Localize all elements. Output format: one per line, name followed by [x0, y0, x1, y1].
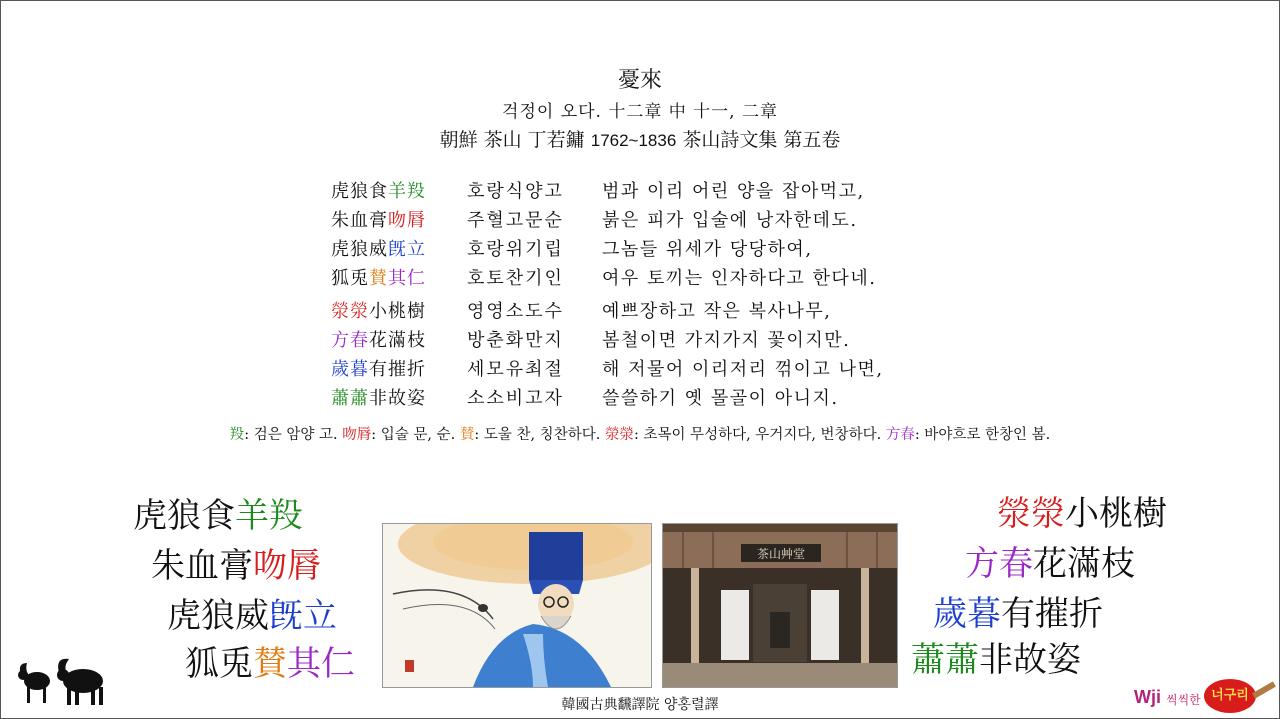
korean-translation: 그놈들 위세가 당당하여, — [602, 239, 813, 260]
korean-translation: 쓸쓸하기 옛 몰골이 아니지. — [602, 388, 839, 409]
hanja-segment: 歲暮 — [331, 359, 369, 380]
portrait-painting — [382, 523, 652, 688]
brand-logo — [1134, 673, 1278, 717]
hanja-segment: 滎滎 — [331, 301, 369, 322]
hall-photo — [662, 523, 898, 688]
big-line-right — [997, 494, 1167, 534]
note-segment: : 도울 찬, 칭찬하다. — [474, 427, 605, 443]
poem-line — [331, 297, 884, 326]
hanja-segment: 吻脣 — [388, 210, 426, 231]
hangul-reading: 소소비고자 — [467, 388, 564, 409]
hangul-reading: 방춘화만지 — [467, 330, 564, 351]
big-hanja-segment: 虎狼食 — [133, 496, 235, 536]
poem-line — [331, 235, 876, 264]
note-segment: 方春 — [885, 427, 915, 443]
poem-line — [331, 384, 884, 413]
note-segment: 滎滎 — [604, 427, 634, 443]
hanja-segment: 花滿枝 — [369, 330, 426, 351]
author-line — [1, 125, 1279, 152]
logo-script: 씩씩한 — [1166, 693, 1201, 707]
hanja-segment: 狐兎 — [331, 268, 369, 289]
poem-stanza-1 — [331, 177, 876, 293]
poem-subtitle: 걱정이 오다. 十二章 中 十一, 二章 — [502, 102, 778, 122]
poem-line — [331, 355, 884, 384]
vocabulary-notes — [1, 423, 1279, 444]
big-line-left — [133, 496, 303, 536]
note-segment: : 검은 암양 고. — [244, 427, 343, 443]
hanja-segment: 方春 — [331, 330, 369, 351]
note-segment: : 바야흐로 한창인 봄. — [914, 427, 1051, 443]
big-line-left — [185, 644, 355, 684]
big-hanja-segment: 滎滎 — [997, 494, 1065, 534]
korean-translation: 봄철이면 가지가지 꽃이지만. — [602, 330, 851, 351]
korean-translation: 범과 이리 어린 양을 잡아먹고, — [602, 181, 865, 202]
hanja-verse — [331, 264, 467, 293]
big-line-left — [151, 546, 321, 586]
poem-title: 憂來 — [617, 68, 662, 93]
hanja-verse — [331, 235, 467, 264]
hanja-segment: 賛 — [369, 268, 388, 289]
big-hanja-segment: 虎狼威 — [167, 596, 269, 636]
big-hanja-segment: 羊羖 — [235, 496, 303, 536]
hangul-reading: 호랑위기립 — [467, 239, 564, 260]
goats-icon — [15, 651, 119, 707]
portrait-illustration — [383, 524, 651, 687]
hanja-segment: 羊羖 — [388, 181, 426, 202]
big-line-right — [933, 594, 1103, 634]
note-segment: : 입술 문, 순. — [371, 427, 460, 443]
hanja-segment: 蕭蕭 — [331, 388, 369, 409]
big-hanja-segment: 蕭蕭 — [911, 640, 979, 680]
author-collection: 茶山詩文集 第五卷 — [682, 129, 841, 151]
hanja-segment: 其仁 — [388, 268, 426, 289]
poem-line — [331, 206, 876, 235]
hanja-segment: 非故姿 — [369, 388, 426, 409]
hangul-reading: 호토찬기인 — [467, 268, 564, 289]
big-line-right — [911, 640, 1081, 680]
hangul-reading: 호랑식양고 — [467, 181, 564, 202]
poem-line — [331, 264, 876, 293]
author-years: 1762~1836 — [590, 131, 677, 150]
hanja-segment: 虎狼食 — [331, 181, 388, 202]
hall-signboard-text: 茶山艸堂 — [756, 547, 806, 561]
hangul-reading: 영영소도수 — [467, 301, 564, 322]
author-name: 朝鮮 茶山 丁若鏞 — [439, 129, 585, 151]
poem-line — [331, 326, 884, 355]
logo-prefix: Wji — [1134, 687, 1161, 707]
poem-stanza-2 — [331, 297, 884, 413]
big-line-left — [167, 596, 337, 636]
note-segment: 賛 — [459, 427, 475, 443]
big-hanja-segment: 有摧折 — [1001, 594, 1103, 634]
poem-line — [331, 177, 876, 206]
hanja-segment: 小桃樹 — [369, 301, 426, 322]
big-line-right — [965, 544, 1135, 584]
hangul-reading: 세모유최절 — [467, 359, 564, 380]
paddle-icon — [1252, 681, 1276, 698]
big-hanja-segment: 花滿枝 — [1033, 544, 1135, 584]
big-hanja-segment: 朱血膏 — [151, 546, 253, 586]
big-hanja-segment: 吻脣 — [253, 546, 321, 586]
note-segment: : 초목이 무성하다, 우거지다, 번창하다. — [633, 427, 886, 443]
korean-translation: 해 저물어 이리저리 꺾이고 나면, — [602, 359, 884, 380]
hanja-verse — [331, 297, 467, 326]
big-hanja-segment: 非故姿 — [979, 640, 1081, 680]
logo-badge: 너구리 — [1204, 679, 1256, 713]
korean-translation: 예쁘장하고 작은 복사나무, — [602, 301, 832, 322]
hangul-reading: 주혈고문순 — [467, 210, 564, 231]
big-hanja-segment: 小桃樹 — [1065, 494, 1167, 534]
korean-translation: 붉은 피가 입술에 낭자한데도. — [602, 210, 858, 231]
hanja-verse — [331, 206, 467, 235]
note-segment: 吻脣 — [342, 427, 372, 443]
big-hanja-segment: 賛 — [253, 644, 287, 684]
big-hanja-segment: 方春 — [965, 544, 1033, 584]
hanja-verse — [331, 384, 467, 413]
hanja-segment: 朱血膏 — [331, 210, 388, 231]
korean-translation: 여우 토끼는 인자하다고 한다네. — [602, 268, 877, 289]
hall-illustration — [663, 524, 897, 687]
big-hanja-segment: 旣立 — [269, 596, 337, 636]
big-hanja-segment: 歲暮 — [933, 594, 1001, 634]
hanja-verse — [331, 326, 467, 355]
note-segment: 羖 — [229, 427, 245, 443]
seal-stamp-icon — [405, 660, 414, 672]
hanja-verse — [331, 177, 467, 206]
hanja-segment: 虎狼威 — [331, 239, 388, 260]
translation-credit: 韓國古典飜譯院 양홍렬譯 — [561, 697, 719, 713]
hanja-verse — [331, 355, 467, 384]
hanja-segment: 有摧折 — [369, 359, 426, 380]
big-hanja-segment: 狐兎 — [185, 644, 253, 684]
hanja-segment: 旣立 — [388, 239, 426, 260]
big-hanja-segment: 其仁 — [287, 644, 355, 684]
